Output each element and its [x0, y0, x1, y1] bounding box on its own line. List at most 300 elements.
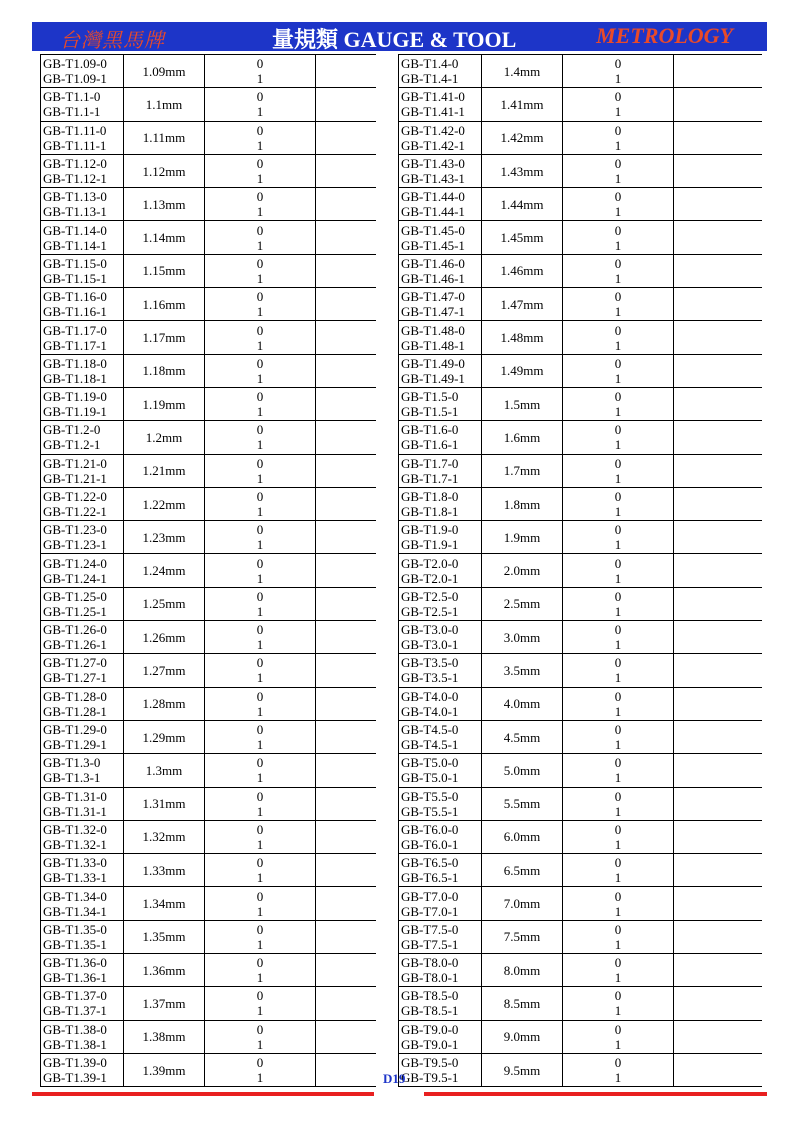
table-row	[399, 454, 763, 487]
blank-cell	[316, 421, 377, 454]
table-row	[399, 654, 763, 687]
part-number-0: GB-T8.0-0	[401, 955, 459, 971]
blank-cell	[674, 754, 763, 787]
page-header	[32, 22, 767, 51]
size-cell: 1.22mm	[124, 487, 205, 520]
blank-cell	[674, 954, 763, 987]
part-number-0: GB-T4.0-0	[401, 688, 459, 704]
blank-cell	[316, 787, 377, 820]
table-row	[41, 720, 377, 753]
table-row	[399, 621, 763, 654]
size-cell: 1.36mm	[124, 954, 205, 987]
quantity-1: 1	[256, 171, 264, 187]
part-number-cell	[399, 321, 482, 354]
part-number-1: GB-T1.39-1	[43, 1070, 107, 1086]
quantity-1: 1	[614, 104, 622, 120]
quantity-cell	[205, 88, 316, 121]
table-row	[41, 1020, 377, 1053]
blank-cell	[674, 820, 763, 853]
quantity-0: 0	[256, 322, 264, 338]
part-number-0: GB-T1.46-0	[401, 255, 465, 271]
part-number-1: GB-T1.09-1	[43, 71, 107, 87]
table-row	[41, 154, 377, 187]
part-number-cell	[399, 221, 482, 254]
part-number-0: GB-T9.5-0	[401, 1055, 459, 1071]
quantity-0: 0	[256, 555, 264, 571]
part-number-1: GB-T1.28-1	[43, 703, 107, 719]
page-number: D19	[383, 1071, 406, 1086]
size-cell: 1.42mm	[482, 121, 563, 154]
quantity-cell	[563, 454, 674, 487]
part-number-cell	[41, 920, 124, 953]
quantity-cell	[563, 820, 674, 853]
quantity-cell	[563, 421, 674, 454]
table-row	[399, 321, 763, 354]
part-number-1: GB-T7.0-1	[401, 903, 459, 919]
table-row	[399, 421, 763, 454]
table-row	[399, 887, 763, 920]
part-number-cell	[41, 587, 124, 620]
blank-cell	[316, 487, 377, 520]
quantity-cell	[563, 154, 674, 187]
table-row	[41, 654, 377, 687]
quantity-cell	[205, 121, 316, 154]
quantity-0: 0	[614, 355, 622, 371]
blank-cell	[674, 454, 763, 487]
table-row	[399, 854, 763, 887]
part-number-0: GB-T1.09-0	[43, 56, 107, 72]
part-number-1: GB-T1.42-1	[401, 137, 465, 153]
part-number-0: GB-T1.24-0	[43, 555, 107, 571]
quantity-1: 1	[256, 137, 264, 153]
part-number-cell	[41, 354, 124, 387]
part-number-cell	[41, 654, 124, 687]
quantity-1: 1	[256, 836, 264, 852]
quantity-0: 0	[614, 588, 622, 604]
quantity-1: 1	[256, 204, 264, 220]
quantity-cell	[205, 1020, 316, 1053]
quantity-1: 1	[256, 870, 264, 886]
table-row	[41, 787, 377, 820]
part-number-0: GB-T6.5-0	[401, 855, 459, 871]
table-row	[399, 221, 763, 254]
quantity-1: 1	[256, 1036, 264, 1052]
footer-bar-right	[424, 1092, 767, 1096]
part-number-0: GB-T1.44-0	[401, 189, 465, 205]
blank-cell	[316, 188, 377, 221]
left-gauge-table	[40, 54, 376, 1087]
size-cell: 1.48mm	[482, 321, 563, 354]
table-row	[41, 1053, 377, 1086]
table-row	[399, 1053, 763, 1086]
quantity-0: 0	[614, 222, 622, 238]
table-row	[41, 854, 377, 887]
part-number-1: GB-T1.37-1	[43, 1003, 107, 1019]
table-row	[399, 987, 763, 1020]
part-number-1: GB-T1.1-1	[43, 104, 101, 120]
quantity-1: 1	[614, 470, 622, 486]
size-cell: 4.0mm	[482, 687, 563, 720]
quantity-1: 1	[614, 71, 622, 87]
part-number-1: GB-T1.47-1	[401, 304, 465, 320]
blank-cell	[674, 687, 763, 720]
quantity-1: 1	[614, 171, 622, 187]
size-cell: 6.0mm	[482, 820, 563, 853]
quantity-0: 0	[614, 489, 622, 504]
quantity-0: 0	[614, 722, 622, 738]
part-number-cell	[399, 121, 482, 154]
part-number-cell	[41, 387, 124, 420]
quantity-1: 1	[614, 770, 622, 786]
part-number-0: GB-T1.14-0	[43, 222, 107, 238]
quantity-0: 0	[614, 422, 622, 438]
blank-cell	[316, 1053, 377, 1086]
size-cell: 7.5mm	[482, 920, 563, 953]
part-number-1: GB-T1.27-1	[43, 670, 107, 686]
part-number-0: GB-T1.23-0	[43, 522, 107, 538]
size-cell: 1.26mm	[124, 621, 205, 654]
part-number-cell	[399, 954, 482, 987]
table-row	[41, 687, 377, 720]
part-number-0: GB-T1.7-0	[401, 455, 459, 471]
part-number-cell	[399, 687, 482, 720]
part-number-cell	[399, 787, 482, 820]
quantity-1: 1	[614, 903, 622, 919]
table-row	[41, 754, 377, 787]
quantity-0: 0	[256, 821, 264, 837]
part-number-0: GB-T5.5-0	[401, 788, 459, 804]
blank-cell	[316, 121, 377, 154]
size-cell: 1.47mm	[482, 288, 563, 321]
blank-cell	[674, 1053, 763, 1086]
part-number-0: GB-T1.42-0	[401, 122, 465, 138]
size-cell: 1.29mm	[124, 720, 205, 753]
part-number-cell	[399, 154, 482, 187]
quantity-0: 0	[256, 56, 264, 72]
table-row	[41, 387, 377, 420]
part-number-0: GB-T3.0-0	[401, 622, 459, 638]
blank-cell	[674, 1020, 763, 1053]
size-cell: 1.27mm	[124, 654, 205, 687]
quantity-1: 1	[614, 670, 622, 686]
quantity-1: 1	[614, 637, 622, 653]
blank-cell	[674, 521, 763, 554]
quantity-0: 0	[614, 289, 622, 305]
part-number-0: GB-T6.0-0	[401, 821, 459, 837]
blank-cell	[674, 88, 763, 121]
quantity-1: 1	[614, 870, 622, 886]
quantity-1: 1	[256, 237, 264, 253]
quantity-cell	[205, 654, 316, 687]
quantity-cell	[205, 720, 316, 753]
size-cell: 1.17mm	[124, 321, 205, 354]
blank-cell	[316, 754, 377, 787]
part-number-1: GB-T8.5-1	[401, 1003, 459, 1019]
part-number-1: GB-T1.14-1	[43, 237, 107, 253]
part-number-1: GB-T1.26-1	[43, 637, 107, 653]
quantity-1: 1	[614, 404, 622, 420]
quantity-cell	[205, 920, 316, 953]
table-row	[399, 687, 763, 720]
quantity-cell	[563, 254, 674, 287]
table-row	[399, 387, 763, 420]
quantity-0: 0	[256, 688, 264, 704]
part-number-cell	[399, 554, 482, 587]
table-row	[41, 321, 377, 354]
size-cell: 1.19mm	[124, 387, 205, 420]
quantity-cell	[563, 654, 674, 687]
quantity-0: 0	[256, 655, 264, 671]
quantity-cell	[563, 854, 674, 887]
size-cell: 1.25mm	[124, 587, 205, 620]
quantity-1: 1	[256, 570, 264, 586]
blank-cell	[316, 954, 377, 987]
quantity-cell	[563, 387, 674, 420]
size-cell: 1.46mm	[482, 254, 563, 287]
quantity-cell	[205, 954, 316, 987]
table-row	[41, 121, 377, 154]
blank-cell	[316, 321, 377, 354]
quantity-1: 1	[256, 370, 264, 386]
quantity-0: 0	[256, 289, 264, 305]
quantity-1: 1	[256, 603, 264, 619]
quantity-1: 1	[256, 470, 264, 486]
blank-cell	[316, 720, 377, 753]
part-number-cell	[41, 720, 124, 753]
blank-cell	[316, 854, 377, 887]
part-number-0: GB-T1.21-0	[43, 455, 107, 471]
quantity-cell	[205, 621, 316, 654]
quantity-cell	[563, 987, 674, 1020]
size-cell: 1.1mm	[124, 88, 205, 121]
blank-cell	[316, 654, 377, 687]
quantity-1: 1	[614, 803, 622, 819]
part-number-0: GB-T1.35-0	[43, 921, 107, 937]
quantity-1: 1	[614, 437, 622, 453]
quantity-cell	[205, 554, 316, 587]
table-row	[41, 354, 377, 387]
part-number-0: GB-T1.48-0	[401, 322, 465, 338]
quantity-cell	[563, 55, 674, 88]
size-cell: 1.2mm	[124, 421, 205, 454]
part-number-1: GB-T1.24-1	[43, 570, 107, 586]
blank-cell	[674, 121, 763, 154]
part-number-1: GB-T1.18-1	[43, 370, 107, 386]
part-number-cell	[41, 554, 124, 587]
blank-cell	[674, 188, 763, 221]
part-number-0: GB-T1.43-0	[401, 156, 465, 172]
size-cell: 1.41mm	[482, 88, 563, 121]
part-number-1: GB-T1.23-1	[43, 537, 107, 553]
blank-cell	[674, 987, 763, 1020]
quantity-cell	[205, 1053, 316, 1086]
table-row	[399, 521, 763, 554]
table-row	[41, 521, 377, 554]
blank-cell	[674, 587, 763, 620]
part-number-cell	[399, 521, 482, 554]
quantity-0: 0	[256, 755, 264, 771]
quantity-0: 0	[256, 122, 264, 138]
part-number-0: GB-T1.31-0	[43, 788, 107, 804]
part-number-1: GB-T1.5-1	[401, 404, 459, 420]
part-number-1: GB-T1.3-1	[43, 770, 101, 786]
size-cell: 1.12mm	[124, 154, 205, 187]
quantity-1: 1	[256, 770, 264, 786]
quantity-cell	[563, 720, 674, 753]
quantity-0: 0	[614, 988, 622, 1004]
part-number-0: GB-T1.1-0	[43, 89, 101, 105]
part-number-0: GB-T1.8-0	[401, 489, 459, 504]
part-number-cell	[399, 621, 482, 654]
quantity-1: 1	[614, 537, 622, 553]
part-number-0: GB-T1.41-0	[401, 89, 465, 105]
quantity-cell	[563, 687, 674, 720]
quantity-1: 1	[614, 737, 622, 753]
quantity-1: 1	[614, 137, 622, 153]
quantity-0: 0	[256, 255, 264, 271]
brand-name: 台灣黑馬牌	[60, 28, 165, 52]
quantity-1: 1	[614, 1070, 622, 1086]
blank-cell	[316, 587, 377, 620]
part-number-0: GB-T1.32-0	[43, 821, 107, 837]
blank-cell	[316, 88, 377, 121]
table-row	[399, 820, 763, 853]
quantity-cell	[205, 887, 316, 920]
part-number-1: GB-T7.5-1	[401, 936, 459, 952]
blank-cell	[674, 421, 763, 454]
blank-cell	[316, 820, 377, 853]
part-number-0: GB-T1.5-0	[401, 389, 459, 405]
quantity-1: 1	[256, 304, 264, 320]
quantity-1: 1	[256, 504, 264, 519]
quantity-cell	[563, 554, 674, 587]
blank-cell	[316, 221, 377, 254]
quantity-cell	[563, 354, 674, 387]
blank-cell	[316, 887, 377, 920]
part-number-0: GB-T9.0-0	[401, 1021, 459, 1037]
blank-cell	[316, 154, 377, 187]
quantity-1: 1	[256, 404, 264, 420]
part-number-cell	[399, 288, 482, 321]
blank-cell	[674, 221, 763, 254]
part-number-1: GB-T6.5-1	[401, 870, 459, 886]
part-number-0: GB-T1.13-0	[43, 189, 107, 205]
table-row	[41, 221, 377, 254]
quantity-0: 0	[256, 955, 264, 971]
part-number-1: GB-T1.35-1	[43, 936, 107, 952]
blank-cell	[674, 787, 763, 820]
part-number-0: GB-T1.26-0	[43, 622, 107, 638]
part-number-cell	[399, 820, 482, 853]
quantity-1: 1	[614, 237, 622, 253]
part-number-1: GB-T1.41-1	[401, 104, 465, 120]
quantity-0: 0	[614, 56, 622, 72]
part-number-cell	[399, 487, 482, 520]
quantity-1: 1	[256, 270, 264, 286]
part-number-cell	[41, 454, 124, 487]
part-number-cell	[399, 88, 482, 121]
quantity-cell	[205, 487, 316, 520]
part-number-cell	[399, 454, 482, 487]
size-cell: 1.13mm	[124, 188, 205, 221]
quantity-cell	[563, 754, 674, 787]
size-cell: 8.0mm	[482, 954, 563, 987]
quantity-1: 1	[256, 637, 264, 653]
blank-cell	[674, 387, 763, 420]
part-number-cell	[41, 154, 124, 187]
table-row	[399, 121, 763, 154]
table-row	[41, 487, 377, 520]
part-number-0: GB-T1.12-0	[43, 156, 107, 172]
blank-cell	[316, 288, 377, 321]
size-cell: 1.18mm	[124, 354, 205, 387]
part-number-cell	[41, 421, 124, 454]
quantity-1: 1	[256, 703, 264, 719]
part-number-1: GB-T1.2-1	[43, 437, 101, 453]
quantity-0: 0	[614, 788, 622, 804]
quantity-0: 0	[614, 189, 622, 205]
quantity-0: 0	[256, 622, 264, 638]
quantity-0: 0	[256, 455, 264, 471]
quantity-cell	[563, 521, 674, 554]
part-number-0: GB-T1.45-0	[401, 222, 465, 238]
part-number-cell	[41, 1020, 124, 1053]
part-number-cell	[41, 687, 124, 720]
part-number-cell	[399, 587, 482, 620]
quantity-cell	[563, 88, 674, 121]
part-number-0: GB-T1.3-0	[43, 755, 101, 771]
part-number-cell	[399, 188, 482, 221]
quantity-1: 1	[256, 104, 264, 120]
part-number-0: GB-T1.36-0	[43, 955, 107, 971]
size-cell: 1.21mm	[124, 454, 205, 487]
part-number-0: GB-T1.22-0	[43, 489, 107, 504]
table-row	[41, 621, 377, 654]
part-number-1: GB-T1.43-1	[401, 171, 465, 187]
quantity-0: 0	[614, 122, 622, 138]
part-number-cell	[399, 654, 482, 687]
part-number-cell	[399, 887, 482, 920]
quantity-0: 0	[256, 422, 264, 438]
part-number-cell	[41, 621, 124, 654]
quantity-cell	[205, 787, 316, 820]
size-cell: 6.5mm	[482, 854, 563, 887]
part-number-0: GB-T1.19-0	[43, 389, 107, 405]
quantity-cell	[205, 55, 316, 88]
quantity-0: 0	[614, 888, 622, 904]
size-cell: 1.11mm	[124, 121, 205, 154]
size-cell: 3.0mm	[482, 621, 563, 654]
size-cell: 1.15mm	[124, 254, 205, 287]
size-cell: 7.0mm	[482, 887, 563, 920]
size-cell: 1.31mm	[124, 787, 205, 820]
quantity-0: 0	[256, 788, 264, 804]
table-row	[399, 720, 763, 753]
part-number-0: GB-T7.0-0	[401, 888, 459, 904]
quantity-0: 0	[256, 921, 264, 937]
size-cell: 1.38mm	[124, 1020, 205, 1053]
part-number-cell	[41, 221, 124, 254]
quantity-cell	[205, 521, 316, 554]
part-number-1: GB-T1.22-1	[43, 504, 107, 519]
blank-cell	[674, 621, 763, 654]
blank-cell	[674, 288, 763, 321]
quantity-cell	[563, 920, 674, 953]
part-number-1: GB-T1.46-1	[401, 270, 465, 286]
size-cell: 1.7mm	[482, 454, 563, 487]
quantity-1: 1	[614, 370, 622, 386]
quantity-1: 1	[256, 1003, 264, 1019]
